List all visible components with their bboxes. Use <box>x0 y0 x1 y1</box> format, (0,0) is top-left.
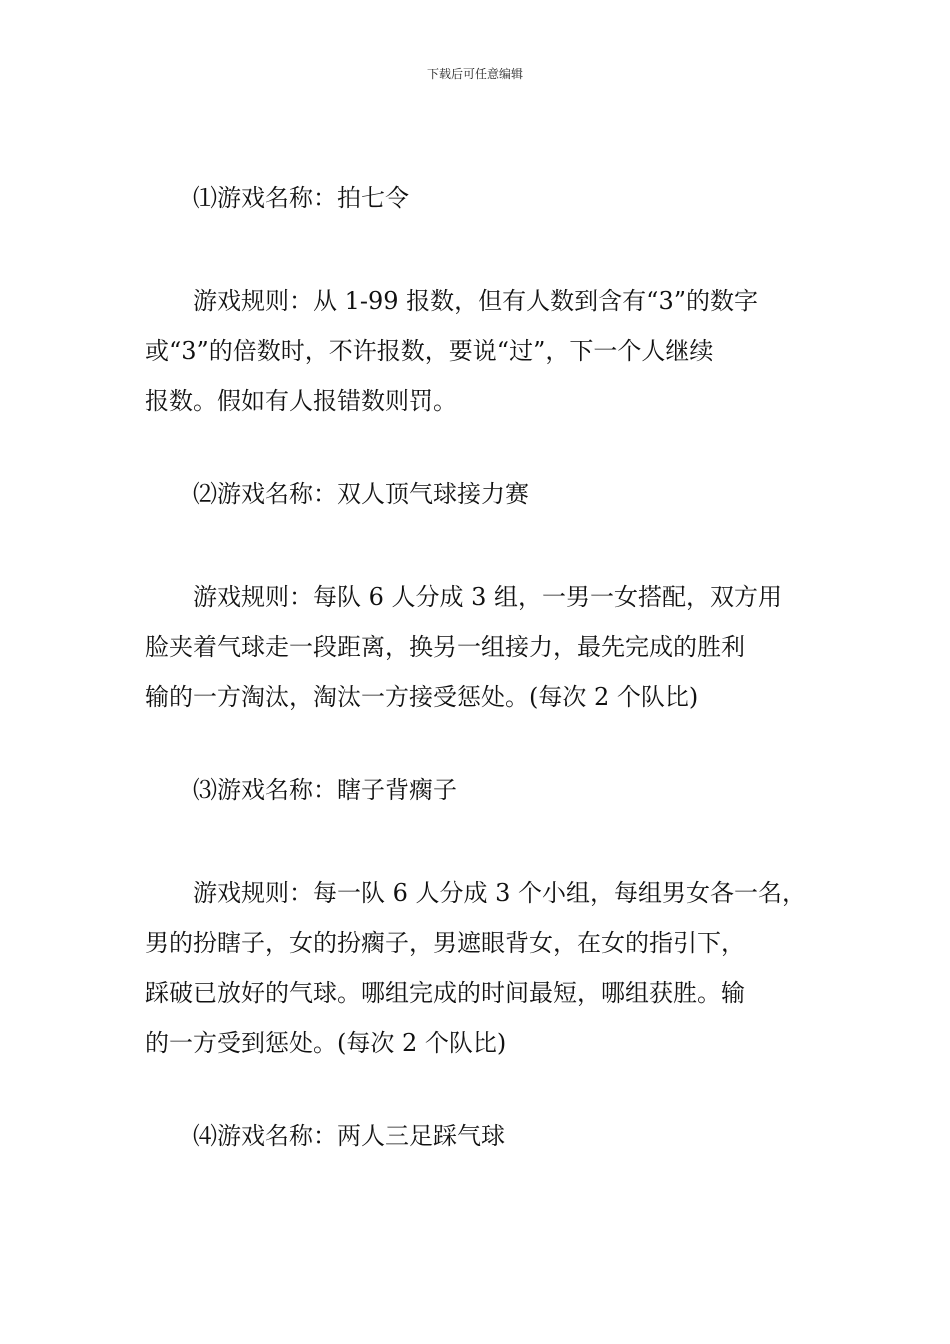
rule-line: 报数。假如有人报错数则罚。 <box>145 387 457 415</box>
rule-line: 或“3”的倍数时，不许报数，要说“过”，下一个人继续 <box>145 337 714 365</box>
document-body <box>145 178 825 1214</box>
game-4-title: ⑷游戏名称：两人三足踩气球 <box>193 1122 505 1150</box>
game-2-title: ⑵游戏名称：双人顶气球接力赛 <box>193 480 529 508</box>
rule-line: 男的扮瞎子，女的扮瘸子，男遮眼背女，在女的指引下， <box>145 929 745 957</box>
page-header: 下载后可任意编辑 <box>426 67 523 81</box>
rule-line: 踩破已放好的气球。哪组完成的时间最短，哪组获胜。输 <box>145 979 745 1007</box>
game-3-rules <box>145 868 825 1068</box>
game-1-rules <box>145 276 825 426</box>
rule-line: 的一方受到惩处。(每次 2 个队比) <box>145 1029 507 1057</box>
rule-line: 游戏规则：每队 6 人分成 3 组，一男一女搭配，双方用 <box>193 583 783 611</box>
rule-line: 游戏规则：从 1-99 报数，但有人数到含有“3”的数字 <box>193 287 758 315</box>
game-3-title: ⑶游戏名称：瞎子背瘸子 <box>193 776 457 804</box>
rule-line: 脸夹着气球走一段距离，换另一组接力，最先完成的胜利 <box>145 633 745 661</box>
game-2-rules <box>145 572 825 722</box>
game-1-title: ⑴游戏名称：拍七令 <box>193 184 409 212</box>
rule-line: 输的一方淘汰，淘汰一方接受惩处。(每次 2 个队比) <box>145 683 699 711</box>
rule-line: 游戏规则：每一队 6 人分成 3 个小组，每组男女各一名， <box>193 879 807 907</box>
